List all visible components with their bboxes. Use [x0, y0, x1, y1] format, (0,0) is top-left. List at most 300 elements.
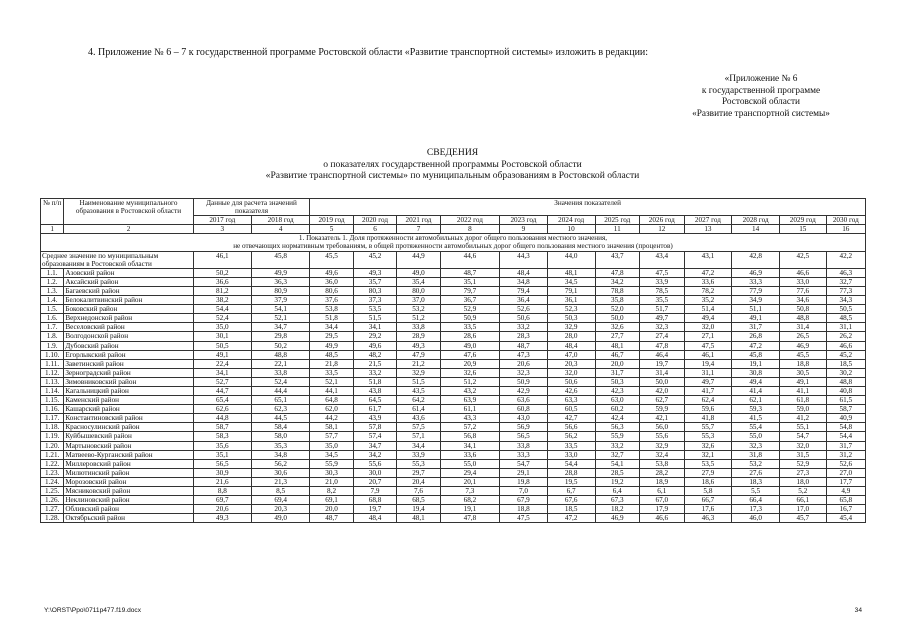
indicator-value: 46,0	[732, 514, 780, 523]
indicator-value: 40,9	[826, 414, 865, 423]
indicator-value: 37,3	[353, 296, 396, 305]
indicator-value: 34,5	[547, 277, 595, 286]
indicator-value: 68,2	[440, 496, 499, 505]
column-number: 15	[779, 225, 826, 234]
indicator-value: 33,8	[500, 441, 548, 450]
indicator-value: 51,8	[353, 377, 396, 386]
indicator-value: 48,1	[397, 514, 440, 523]
indicator-value: 47,0	[547, 350, 595, 359]
year-header: 2028 год	[732, 216, 780, 225]
indicator-value: 31,5	[779, 450, 826, 459]
indicator-value: 20,1	[440, 477, 499, 486]
indicator-value: 62,0	[310, 405, 353, 414]
column-number: 1	[41, 225, 64, 234]
year-header: 2018 год	[251, 216, 309, 225]
column-number: 10	[547, 225, 595, 234]
table-row	[41, 396, 866, 405]
indicator-value: 22,4	[193, 359, 251, 368]
indicator-value: 59,9	[640, 405, 685, 414]
indicator-value: 31,1	[826, 323, 865, 332]
indicator-value: 31,4	[640, 368, 685, 377]
indicator-value: 55,3	[684, 432, 732, 441]
indicator-value: 5,5	[732, 487, 780, 496]
document-heading	[0, 147, 905, 182]
indicator-value: 56,3	[595, 423, 640, 432]
indicator-value: 20,6	[193, 505, 251, 514]
indicator-value: 79,1	[547, 286, 595, 295]
indicator-value: 46,9	[779, 341, 826, 350]
indicator-value: 31,8	[732, 450, 780, 459]
indicator-value: 77,3	[826, 286, 865, 295]
district-name: Верхнедонской район	[64, 314, 193, 323]
indicator-value: 32,6	[684, 441, 732, 450]
district-name: Куйбышевский район	[64, 432, 193, 441]
indicator-value: 66,4	[732, 496, 780, 505]
indicator-value: 52,9	[440, 305, 499, 314]
district-name: Матвеево-Курганский район	[64, 450, 193, 459]
indicator-value: 28,9	[397, 332, 440, 341]
indicator-value: 62,7	[640, 396, 685, 405]
indicator-value: 58,1	[310, 423, 353, 432]
indicator-value: 47,5	[640, 268, 685, 277]
indicator-value: 45,5	[779, 350, 826, 359]
average-value: 42,8	[732, 251, 780, 268]
indicator-value: 52,4	[251, 377, 309, 386]
column-number: 7	[397, 225, 440, 234]
indicator-value: 63,6	[500, 396, 548, 405]
table-row	[41, 441, 866, 450]
indicator-value: 43,0	[500, 414, 548, 423]
indicator-value: 19,4	[684, 359, 732, 368]
year-header: 2024 год	[547, 216, 595, 225]
indicator-value: 41,4	[732, 386, 780, 395]
indicator-value: 19,5	[547, 477, 595, 486]
row-number: 1.15.	[41, 396, 64, 405]
indicator-value: 28,2	[640, 468, 685, 477]
indicator-value: 47,5	[684, 341, 732, 350]
indicator-value: 49,9	[310, 341, 353, 350]
average-value: 44,6	[440, 251, 499, 268]
indicator-value: 57,1	[397, 432, 440, 441]
indicator-value: 56,2	[251, 459, 309, 468]
indicator-value: 55,1	[779, 423, 826, 432]
intro-paragraph: 4. Приложение № 6 – 7 к государственной программе Ростовской области «Развитие транспортной системы» изложить в редакции:	[88, 47, 649, 58]
column-number: 11	[595, 225, 640, 234]
indicator-value: 48,1	[595, 341, 640, 350]
indicator-value: 48,8	[251, 350, 309, 359]
indicator-value: 77,9	[732, 286, 780, 295]
indicator-value: 31,1	[684, 368, 732, 377]
indicator-value: 20,0	[595, 359, 640, 368]
indicator-value: 41,2	[779, 414, 826, 423]
year-header: 2017 год	[193, 216, 251, 225]
indicator-value: 53,2	[732, 459, 780, 468]
indicator-value: 18,0	[779, 477, 826, 486]
table-row	[41, 414, 866, 423]
row-number: 1.10.	[41, 350, 64, 359]
table-row	[41, 386, 866, 395]
indicator-value: 28,6	[440, 332, 499, 341]
indicator-value: 17,3	[732, 505, 780, 514]
indicator-value: 19,4	[397, 505, 440, 514]
indicator-value: 55,7	[684, 423, 732, 432]
indicator-value: 59,6	[684, 405, 732, 414]
indicator-value: 47,5	[500, 514, 548, 523]
indicator-value: 18,8	[500, 505, 548, 514]
indicator-value: 36,6	[193, 277, 251, 286]
row-number: 1.3.	[41, 286, 64, 295]
indicator-value: 34,7	[353, 441, 396, 450]
indicator-value: 31,7	[595, 368, 640, 377]
indicator-value: 29,1	[500, 468, 548, 477]
indicator-value: 48,4	[353, 514, 396, 523]
row-number: 1.24.	[41, 477, 64, 486]
indicator-value: 48,8	[779, 314, 826, 323]
district-name: Веселовский район	[64, 323, 193, 332]
indicator-value: 61,8	[779, 396, 826, 405]
indicator-value: 67,0	[640, 496, 685, 505]
indicator-value: 29,4	[440, 468, 499, 477]
indicator-value: 63,3	[547, 396, 595, 405]
district-name: Боковский район	[64, 305, 193, 314]
row-number: 1.9.	[41, 341, 64, 350]
row-number: 1.5.	[41, 305, 64, 314]
indicator-value: 45,2	[826, 350, 865, 359]
indicator-value: 35,8	[595, 296, 640, 305]
col-header-no: № п/п	[41, 199, 64, 225]
indicator-value: 79,4	[500, 286, 548, 295]
indicator-value: 58,3	[193, 432, 251, 441]
indicator-value: 31,2	[826, 450, 865, 459]
indicator-value: 65,4	[193, 396, 251, 405]
indicator-value: 77,6	[779, 286, 826, 295]
indicator-line: не отвечающих нормативным требованиям, в общей протяженности автомобильных дорог общего пользования местного значения (процентов)	[233, 242, 673, 251]
indicator-value: 31,4	[779, 323, 826, 332]
table-row	[41, 377, 866, 386]
year-header: 2027 год	[684, 216, 732, 225]
indicator-value: 19,1	[732, 359, 780, 368]
indicator-value: 57,4	[353, 432, 396, 441]
indicator-value: 46,9	[595, 514, 640, 523]
indicator-value: 49,7	[684, 377, 732, 386]
indicator-value: 58,7	[826, 405, 865, 414]
indicator-value: 21,8	[310, 359, 353, 368]
indicator-value: 78,8	[595, 286, 640, 295]
indicator-value: 33,3	[500, 450, 548, 459]
indicator-value: 54,8	[826, 423, 865, 432]
indicator-value: 21,0	[310, 477, 353, 486]
col-header-name: Наименование муниципального образования в Ростовской области	[64, 199, 193, 225]
table-row	[41, 314, 866, 323]
indicator-value: 37,9	[251, 296, 309, 305]
indicator-value: 37,0	[397, 296, 440, 305]
table-row	[41, 286, 866, 295]
indicator-value: 6,1	[640, 487, 685, 496]
indicator-value: 43,2	[440, 386, 499, 395]
heading-title: СВЕДЕНИЯ	[426, 147, 479, 158]
indicator-value: 32,0	[779, 441, 826, 450]
column-number: 12	[640, 225, 685, 234]
year-header: 2029 год	[779, 216, 826, 225]
district-name: Мартыновский район	[64, 441, 193, 450]
district-name: Аксайский район	[64, 277, 193, 286]
row-number: 1.1.	[41, 268, 64, 277]
table-row	[41, 350, 866, 359]
indicator-value: 50,9	[500, 377, 548, 386]
indicator-value: 5,8	[684, 487, 732, 496]
indicator-value: 68,8	[353, 496, 396, 505]
indicator-value: 30,2	[826, 368, 865, 377]
row-number: 1.11.	[41, 359, 64, 368]
indicator-value: 7,0	[500, 487, 548, 496]
row-number: 1.8.	[41, 332, 64, 341]
indicator-value: 51,4	[684, 305, 732, 314]
indicator-value: 49,3	[397, 341, 440, 350]
average-value: 45,8	[251, 251, 309, 268]
year-header: 2021 год	[397, 216, 440, 225]
row-number: 1.22.	[41, 459, 64, 468]
indicators-table	[40, 198, 866, 523]
indicator-value: 50,9	[440, 314, 499, 323]
indicator-value: 19,7	[353, 505, 396, 514]
indicator-value: 35,5	[640, 296, 685, 305]
indicator-value: 43,5	[397, 386, 440, 395]
year-header: 2022 год	[440, 216, 499, 225]
table-row	[41, 468, 866, 477]
row-number: 1.14.	[41, 386, 64, 395]
indicator-value: 34,3	[826, 296, 865, 305]
indicator-value: 7,3	[440, 487, 499, 496]
district-name: Зерноградский район	[64, 368, 193, 377]
row-number: 1.23.	[41, 468, 64, 477]
row-number: 1.26.	[41, 496, 64, 505]
column-number: 8	[440, 225, 499, 234]
indicator-value: 43,8	[353, 386, 396, 395]
appendix-header	[661, 74, 861, 120]
indicator-value: 56,5	[193, 459, 251, 468]
indicator-value: 7,9	[353, 487, 396, 496]
indicator-value: 32,6	[440, 368, 499, 377]
average-value: 43,4	[640, 251, 685, 268]
indicator-value: 52,9	[779, 459, 826, 468]
indicator-value: 52,7	[193, 377, 251, 386]
indicator-value: 36,7	[440, 296, 499, 305]
indicator-value: 33,2	[353, 368, 396, 377]
indicator-value: 49,0	[397, 268, 440, 277]
district-name: Милютинский район	[64, 468, 193, 477]
indicator-value: 32,1	[684, 450, 732, 459]
indicator-value: 54,7	[500, 459, 548, 468]
indicator-value: 30,6	[251, 468, 309, 477]
indicator-value: 61,7	[353, 405, 396, 414]
average-value: 42,5	[779, 251, 826, 268]
row-number: 1.27.	[41, 505, 64, 514]
indicator-value: 50,8	[779, 305, 826, 314]
indicator-value: 34,9	[732, 296, 780, 305]
table-row	[41, 305, 866, 314]
district-name: Константиновский район	[64, 414, 193, 423]
indicator-value: 20,4	[397, 477, 440, 486]
indicator-value: 34,8	[251, 450, 309, 459]
indicator-value: 64,5	[353, 396, 396, 405]
indicator-value: 28,8	[547, 468, 595, 477]
column-number: 4	[251, 225, 309, 234]
indicator-value: 5,2	[779, 487, 826, 496]
indicator-value: 44,7	[193, 386, 251, 395]
table-row	[41, 432, 866, 441]
table-row	[41, 277, 866, 286]
district-name: Волгодонской район	[64, 332, 193, 341]
indicator-value: 8,8	[193, 487, 251, 496]
indicator-value: 32,9	[397, 368, 440, 377]
table-row	[41, 323, 866, 332]
column-number: 14	[732, 225, 780, 234]
indicator-value: 47,9	[397, 350, 440, 359]
indicator-value: 51,5	[397, 377, 440, 386]
indicator-value: 55,9	[310, 459, 353, 468]
indicator-row	[41, 234, 866, 251]
indicator-value: 49,1	[193, 350, 251, 359]
indicator-value: 60,2	[595, 405, 640, 414]
district-name: Обливский район	[64, 505, 193, 514]
indicator-value: 48,1	[547, 268, 595, 277]
indicator-value: 66,1	[779, 496, 826, 505]
indicator-value: 50,3	[547, 314, 595, 323]
indicator-value: 34,1	[193, 368, 251, 377]
indicator-value: 50,5	[826, 305, 865, 314]
district-name: Дубовский район	[64, 341, 193, 350]
indicator-value: 44,2	[310, 414, 353, 423]
indicator-value: 32,4	[640, 450, 685, 459]
row-number: 1.20.	[41, 441, 64, 450]
indicator-value: 18,5	[826, 359, 865, 368]
indicator-value: 18,5	[547, 505, 595, 514]
indicator-value: 36,4	[500, 296, 548, 305]
indicator-value: 50,3	[595, 377, 640, 386]
indicator-value: 55,3	[397, 459, 440, 468]
indicator-value: 20,3	[547, 359, 595, 368]
indicator-value: 18,8	[779, 359, 826, 368]
indicator-value: 32,7	[595, 450, 640, 459]
year-header: 2023 год	[500, 216, 548, 225]
indicator-value: 32,6	[595, 323, 640, 332]
indicator-value: 7,6	[397, 487, 440, 496]
indicator-value: 35,1	[193, 450, 251, 459]
indicator-value: 46,9	[732, 268, 780, 277]
indicator-value: 8,2	[310, 487, 353, 496]
column-number: 5	[310, 225, 353, 234]
table-row	[41, 477, 866, 486]
indicator-value: 53,2	[397, 305, 440, 314]
indicator-value: 54,1	[595, 459, 640, 468]
indicator-value: 52,6	[826, 459, 865, 468]
indicator-value: 35,3	[251, 441, 309, 450]
indicator-value: 47,2	[732, 341, 780, 350]
indicator-value: 43,3	[440, 414, 499, 423]
indicator-value: 48,7	[310, 514, 353, 523]
indicator-value: 8,5	[251, 487, 309, 496]
indicator-value: 42,0	[640, 386, 685, 395]
table-row	[41, 459, 866, 468]
indicator-value: 51,1	[732, 305, 780, 314]
indicator-value: 18,3	[732, 477, 780, 486]
indicator-value: 20,7	[353, 477, 396, 486]
row-number: 1.13.	[41, 377, 64, 386]
indicator-value: 33,6	[440, 450, 499, 459]
indicator-value: 52,1	[310, 377, 353, 386]
indicator-value: 49,7	[640, 314, 685, 323]
row-number: 1.19.	[41, 432, 64, 441]
column-numbers-row	[41, 225, 866, 234]
indicator-value: 50,0	[640, 377, 685, 386]
indicator-value: 42,7	[547, 414, 595, 423]
indicator-value: 46,3	[826, 268, 865, 277]
indicator-value: 57,2	[440, 423, 499, 432]
table-row	[41, 368, 866, 377]
district-name: Белокалитвинский район	[64, 296, 193, 305]
indicator-value: 55,0	[732, 432, 780, 441]
indicator-value: 32,0	[684, 323, 732, 332]
indicator-value: 54,1	[251, 305, 309, 314]
column-number: 6	[353, 225, 396, 234]
average-value: 43,7	[595, 251, 640, 268]
indicator-value: 6,4	[595, 487, 640, 496]
indicator-value: 63,0	[595, 396, 640, 405]
indicator-value: 80,0	[397, 286, 440, 295]
indicator-value: 17,9	[640, 505, 685, 514]
indicator-value: 81,2	[193, 286, 251, 295]
indicator-value: 45,4	[826, 514, 865, 523]
indicator-value: 17,0	[779, 505, 826, 514]
indicator-value: 35,7	[353, 277, 396, 286]
table-row	[41, 341, 866, 350]
indicator-value: 21,6	[193, 477, 251, 486]
indicator-value: 38,2	[193, 296, 251, 305]
indicator-value: 18,2	[595, 505, 640, 514]
indicator-value: 52,1	[251, 314, 309, 323]
indicator-value: 30,8	[732, 368, 780, 377]
indicator-value: 42,9	[500, 386, 548, 395]
indicator-value: 16,7	[826, 505, 865, 514]
indicator-value: 33,8	[251, 368, 309, 377]
indicator-value: 49,0	[251, 514, 309, 523]
indicator-value: 50,6	[547, 377, 595, 386]
indicator-value: 28,5	[595, 468, 640, 477]
indicator-value: 33,0	[779, 277, 826, 286]
indicator-value: 49,9	[251, 268, 309, 277]
row-number: 1.21.	[41, 450, 64, 459]
indicator-value: 30,9	[193, 468, 251, 477]
indicator-value: 69,4	[251, 496, 309, 505]
average-value: 44,9	[397, 251, 440, 268]
indicator-value: 79,7	[440, 286, 499, 295]
indicator-value: 50,5	[193, 341, 251, 350]
indicator-value: 53,8	[310, 305, 353, 314]
appendix-line: «Развитие транспортной системы»	[692, 108, 830, 119]
average-name: Среднее значение по муниципальным образованиям в Ростовской области	[41, 251, 194, 268]
indicator-value: 28,0	[547, 332, 595, 341]
indicator-value: 53,5	[353, 305, 396, 314]
indicator-value: 28,3	[500, 332, 548, 341]
indicator-value: 17,6	[684, 505, 732, 514]
district-name: Октябрьский район	[64, 514, 193, 523]
indicator-value: 41,1	[779, 386, 826, 395]
indicator-value: 62,1	[732, 396, 780, 405]
column-number: 16	[826, 225, 865, 234]
table-row	[41, 487, 866, 496]
indicator-value: 52,3	[547, 305, 595, 314]
indicator-value: 20,0	[310, 505, 353, 514]
